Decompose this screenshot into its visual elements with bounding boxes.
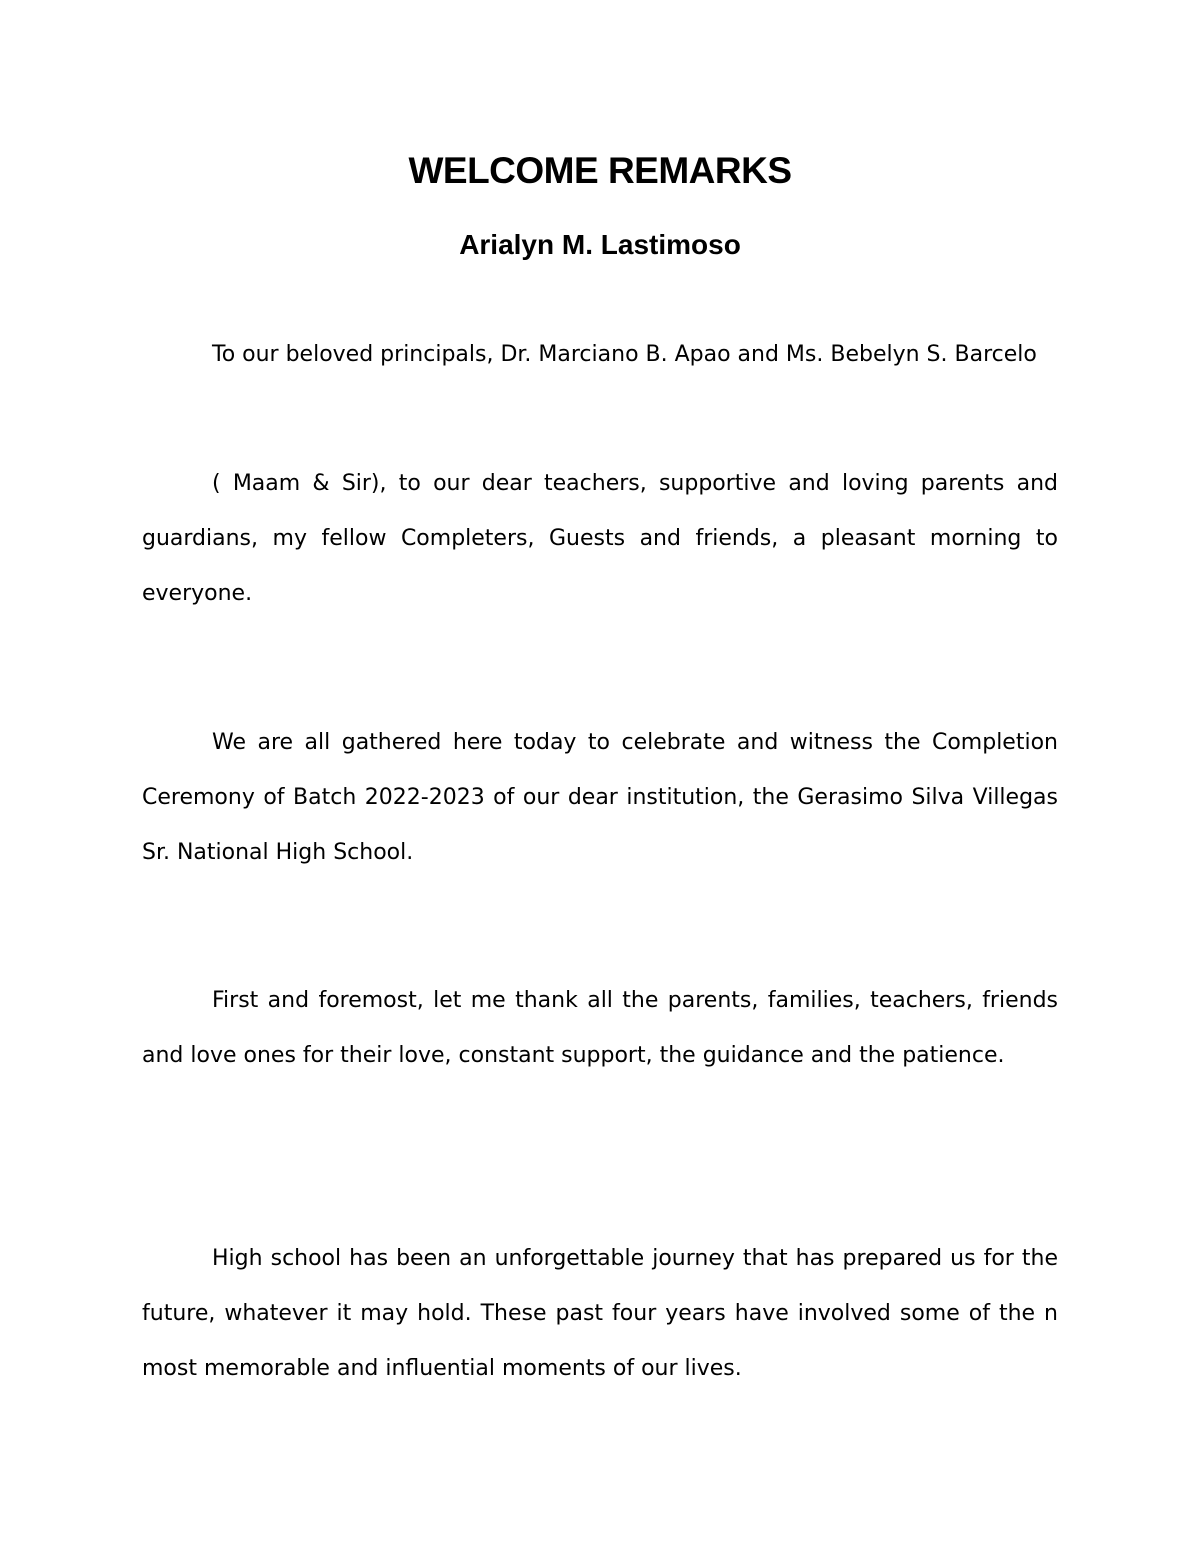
document-author: Arialyn M. Lastimoso [459, 229, 741, 260]
paragraph-occasion: We are all gathered here today to celebrate and witness the Completion Ceremony of Batch 2022-2023 of our dear institution, the Gerasimo Silva Villegas Sr. National High School. [142, 730, 1058, 865]
paragraph-thanks: First and foremost, let me thank all the parents, families, teachers, friends and love ones for their love, constant support, the guidance and the patience. [142, 988, 1058, 1068]
document-title: WELCOME REMARKS [408, 150, 792, 191]
paragraph-journey: High school has been an unforgettable journey that has prepared us for the future, whatever it may hold. These past four years have involved some of the n most memorable and influential moments of our lives. [142, 1246, 1058, 1381]
paragraph-greeting: ( Maam & Sir), to our dear teachers, supportive and loving parents and guardians, my fellow Completers, Guests and friends, a pleasant morning to everyone. [142, 471, 1058, 606]
paragraph-salutation: To our beloved principals, Dr. Marciano B. Apao and Ms. Bebelyn S. Barcelo [212, 342, 1037, 367]
